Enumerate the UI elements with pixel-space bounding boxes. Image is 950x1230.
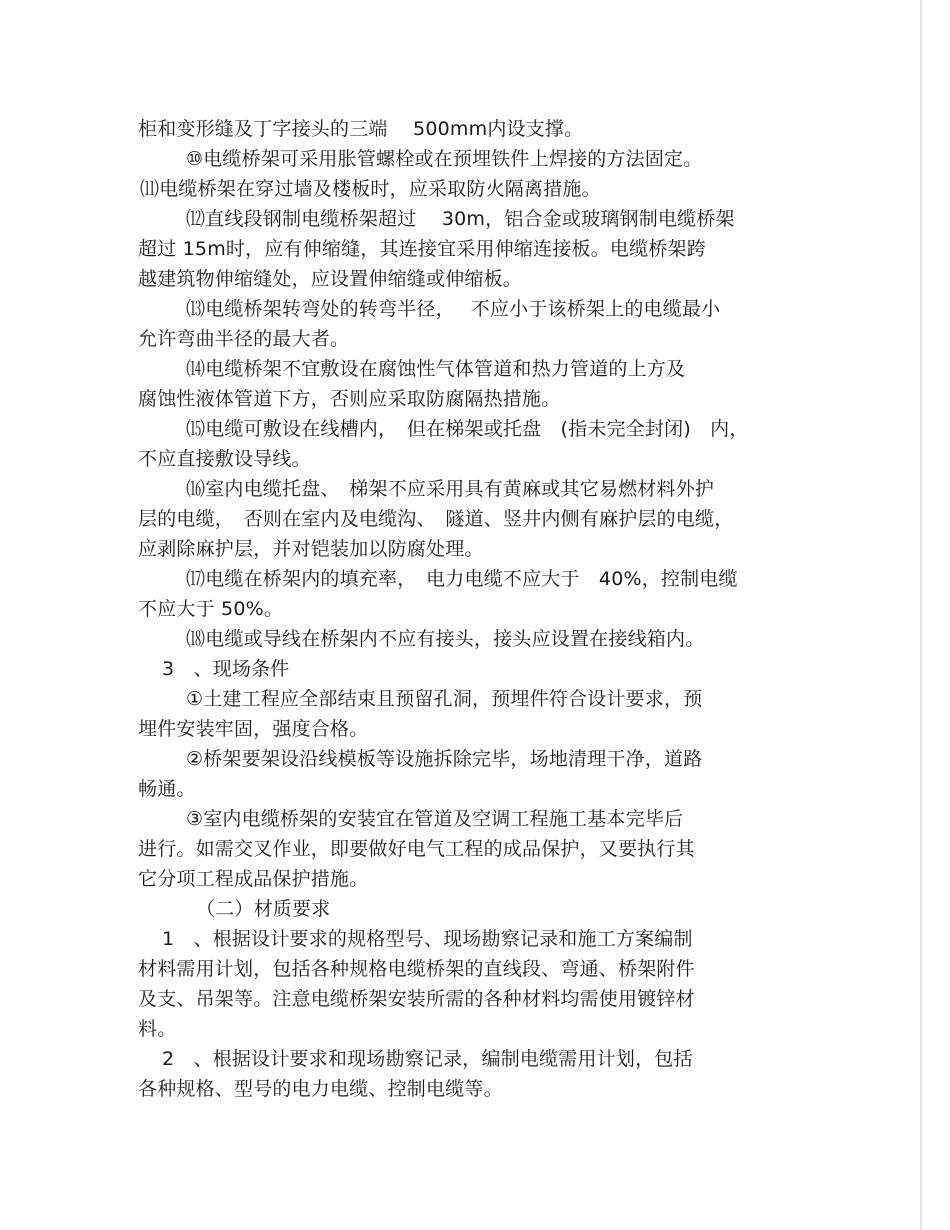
text-line: 各种规格、型号的电力电缆、控制电缆等。 [138,1078,503,1100]
text-line: 不应大于 50%。 [138,598,284,620]
text-line: 层的电缆， 否则在室内及电缆沟、 隧道、竖井内侧有麻护层的电缆， [138,508,734,530]
text-line: ③室内电缆桥架的安装宜在管道及空调工程施工基本完毕后 [186,808,684,830]
text-line: 超过 15m时，应有伸缩缝，其连接宜采用伸缩连接板。电缆桥架跨 [138,238,706,260]
text-line: 1 、根据设计要求的规格型号、现场勘察记录和施工方案编制 [162,928,693,950]
text-line: ⒅电缆或导线在桥架内不应有接头，接头应设置在接线箱内。 [186,628,705,650]
text-line: ⒁电缆桥架不宜敷设在腐蚀性气体管道和热力管道的上方及 [186,358,686,380]
text-line: ⒃室内电缆托盘、 梯架不应采用具有黄麻或其它易燃材料外护 [186,478,715,500]
text-line: ①土建工程应全部结束且预留孔洞，预埋件符合设计要求，预 [186,688,703,710]
text-line: ②桥架要架设沿线模板等设施拆除完毕，场地清理干净，道路 [186,748,703,770]
text-line: ⒄电缆在桥架内的填充率， 电力电缆不应大于 40%，控制电缆 [186,568,738,590]
text-line: 材料需用计划，包括各种规格电缆桥架的直线段、弯通、桥架附件 [138,958,695,980]
text-line: ⒀电缆桥架转弯处的转弯半径， 不应小于该桥架上的电缆最小 [186,298,721,320]
text-line: 允许弯曲半径的最大者。 [138,328,350,350]
text-line: 应剥除麻护层，并对铠装加以防腐处理。 [138,538,484,560]
section-heading: （二）材质要求 [196,898,331,920]
text-line: 不应直接敷设导线。 [138,448,311,470]
text-line: 2 、根据设计要求和现场勘察记录，编制电缆需用计划，包括 [162,1048,693,1070]
text-line: 及支、吊架等。注意电缆桥架安装所需的各种材料均需使用镀锌材 [138,988,695,1010]
text-line: ⑾电缆桥架在穿过墙及楼板时，应采取防火隔离措施。 [140,178,601,200]
text-line: 畅通。 [138,778,196,800]
text-line: 腐蚀性液体管道下方，否则应采取防腐隔热措施。 [138,388,561,410]
text-line: 进行。如需交叉作业，即要做好电气工程的成品保护，又要执行其 [138,838,695,860]
text-line: 越建筑物伸缩缝处，应设置伸缩缝或伸缩板。 [138,268,523,290]
text-line: 它分项工程成品保护措施。 [138,868,369,890]
text-line: 料。 [138,1018,177,1040]
section-heading: 3 、现场条件 [162,658,290,680]
text-line: ⑩电缆桥架可采用胀管螺栓或在预埋铁件上焊接的方法固定。 [186,148,703,170]
text-line: 柜和变形缝及丁字接头的三端 500mm内设支撑。 [138,118,584,140]
page-edge-divider [920,0,922,1230]
text-line: ⒂电缆可敷设在线槽内， 但在梯架或托盘 (指未完全封闭) 内， [186,418,749,440]
text-line: 埋件安装牢固，强度合格。 [138,718,369,740]
text-line: ⑿直线段钢制电缆桥架超过 30m，铝合金或玻璃钢制电缆桥架 [186,208,735,230]
